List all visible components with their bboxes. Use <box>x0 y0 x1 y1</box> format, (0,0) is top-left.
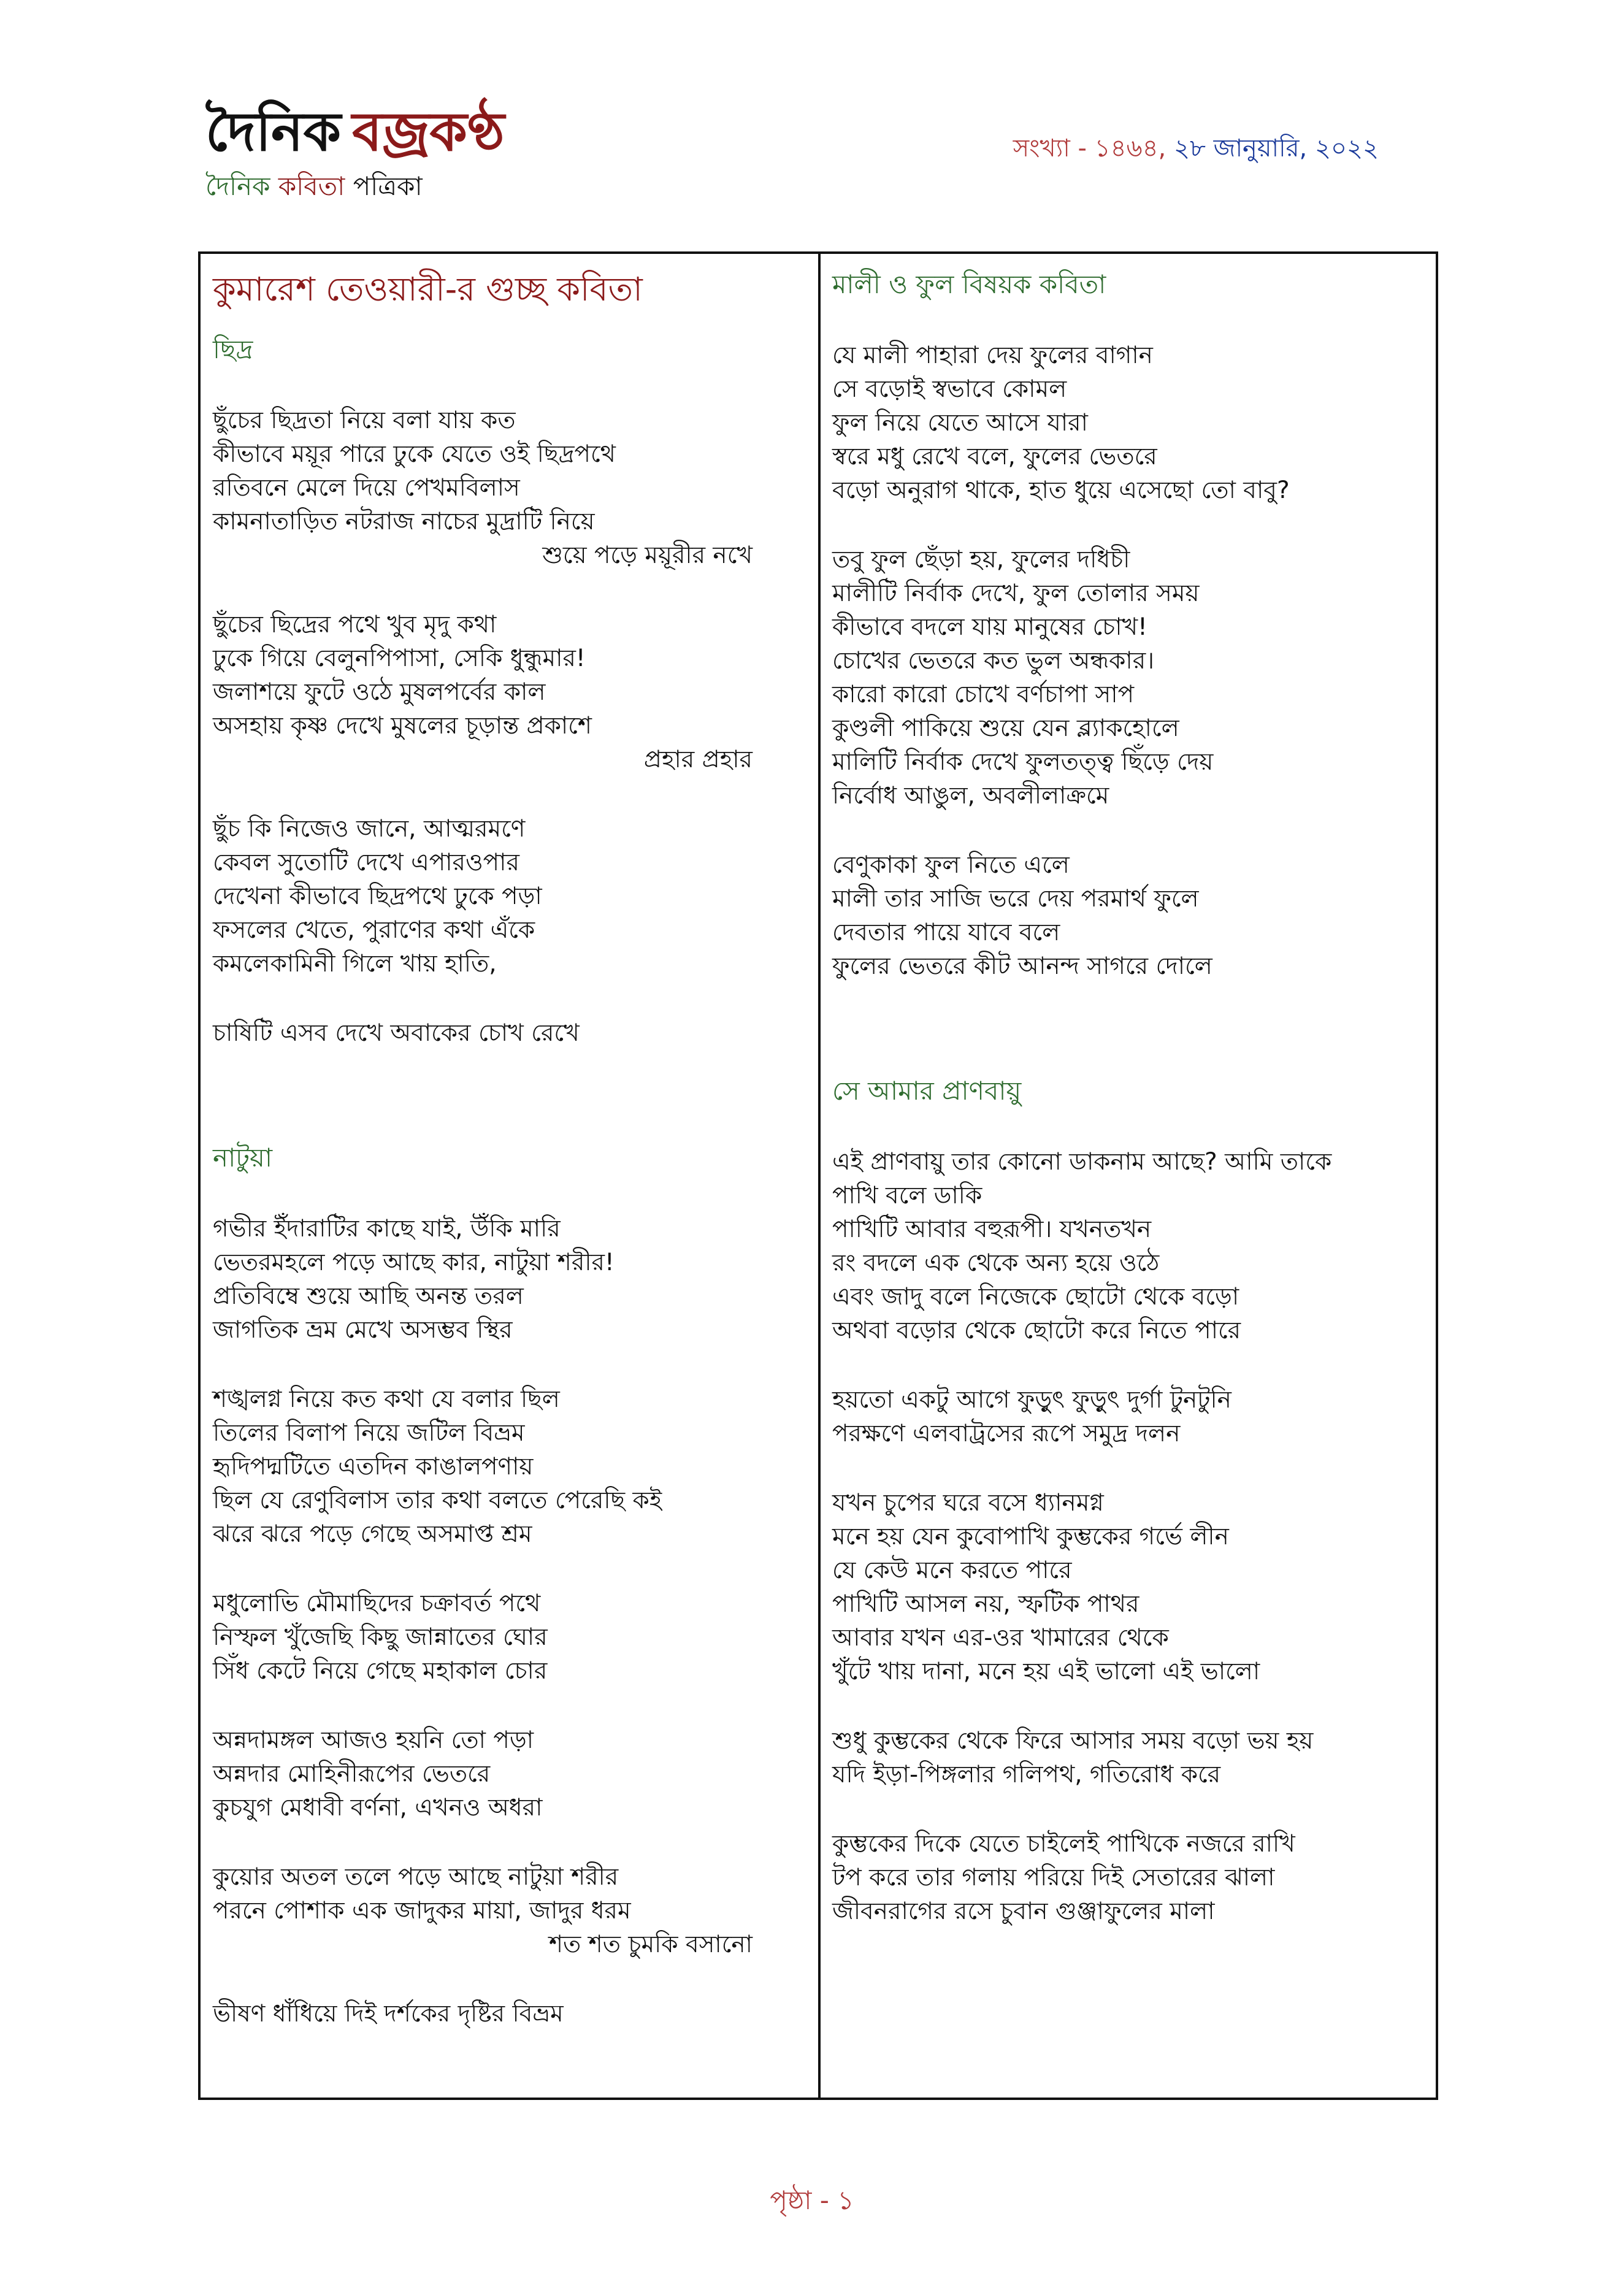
poem-line: হয়তো একটু আগে ফুড়ুৎ ফুড়ুৎ দুর্গা টুনটুনি <box>832 1386 1231 1414</box>
tagline-word-2: কবিতা <box>278 171 345 201</box>
issue-date: ২৮ জানুয়ারি, ২০২২ <box>1173 134 1379 163</box>
poem-line: প্রতিবিম্বে শুয়ে আছি অনন্ত তরল <box>213 1282 524 1310</box>
poem-line: ফসলের খেতে, পুরাণের কথা এঁকে <box>213 916 535 944</box>
poem-line: আবার যখন এর-ওর খামারের থেকে <box>832 1624 1169 1652</box>
poem-line: কীভাবে ময়ূর পারে ঢুকে যেতে ওই ছিদ্রপথে <box>213 440 616 468</box>
poem-title-chhidra: ছিদ্র <box>213 334 253 364</box>
poem-line: জীবনরাগের রসে চুবান গুঞ্জাফুলের মালা <box>832 1898 1215 1925</box>
poem-line: শুধু কুম্ভকের থেকে ফিরে আসার সময় বড়ো ভয় হয় <box>832 1727 1314 1755</box>
poem-line: ছুঁচ কি নিজেও জানে, আত্মরমণে <box>213 815 526 843</box>
poem-line: অন্নদামঙ্গল আজও হয়নি তো পড়া <box>213 1726 534 1754</box>
poem-line: পরনে পোশাক এক জাদুকর মায়া, জাদুর ধরম <box>213 1897 631 1925</box>
poem-line: যদি ইড়া-পিঙ্গলার গলিপথ, গতিরোধ করে <box>832 1761 1221 1788</box>
poem-line: ভেতরমহলে পড়ে আছে কার, নাটুয়া শরীর! <box>213 1249 615 1276</box>
poem-line: ছুঁচের ছিদ্রতা নিয়ে বলা যায় কত <box>213 407 516 434</box>
poem-line: কেবল সুতোটি দেখে এপারওপার <box>213 849 519 876</box>
poem-line: এবং জাদু বলে নিজেকে ছোটো থেকে বড়ো <box>832 1283 1239 1311</box>
poem-line: ভীষণ ধাঁধিয়ে দিই দর্শকের দৃষ্টির বিভ্রম <box>213 2000 564 2028</box>
brand-word-2: বজ্রকণ্ঠ <box>352 100 505 163</box>
poem-line: চোখের ভেতরে কত ভুল অন্ধকার। <box>832 647 1155 675</box>
tagline-word-1: দৈনিক <box>205 171 270 201</box>
tagline-word-3: পত্রিকা <box>353 171 423 201</box>
page-number: পৃষ্ঠা - ১ <box>770 2185 854 2215</box>
poem-line: শঙ্খলগ্ন নিয়ে কত কথা যে বলার ছিল <box>213 1385 560 1413</box>
column-divider <box>818 254 821 2098</box>
issue-number: সংখ্যা - ১৪৬৪, <box>1013 134 1166 163</box>
poem-line: পাখি বলে ডাকি <box>832 1182 982 1209</box>
poem-line: কুচযুগ মেধাবী বর্ণনা, এখনও অধরা <box>213 1794 543 1822</box>
tagline <box>205 169 505 204</box>
poem-line: খুঁটে খায় দানা, মনে হয় এই ভালো এই ভালো <box>832 1658 1260 1685</box>
poem-line: পরক্ষণে এলবাট্রসের রূপে সমুদ্র দলন <box>832 1420 1181 1447</box>
poem-line: ফুলের ভেতরে কীট আনন্দ সাগরে দোলে <box>832 952 1212 980</box>
poem-line: সিঁধ কেটে নিয়ে গেছে মহাকাল চোর <box>213 1657 548 1685</box>
poem-line: মালীটি নির্বাক দেখে, ফুল তোলার সময় <box>832 580 1200 607</box>
poem-line: নিস্ফল খুঁজেছি কিছু জান্নাতের ঘোর <box>213 1623 548 1651</box>
poem-line: ঢুকে গিয়ে বেলুনপিপাসা, সেকি ধুন্ধুমার! <box>213 645 586 672</box>
poem-line: তবু ফুল ছেঁড়া হয়, ফুলের দধিচী <box>832 546 1130 573</box>
poem-line: ফুল নিয়ে যেতে আসে যারা <box>832 409 1088 437</box>
poem-line: অসহায় কৃষ্ণ দেখে মুষলের চূড়ান্ত প্রকাশে <box>213 712 592 740</box>
poem-title-pranbayu: সে আমার প্রাণবায়ু <box>832 1076 1022 1106</box>
poem-line: যে মালী পাহারা দেয় ফুলের বাগান <box>832 342 1153 369</box>
poem-line: ঝরে ঝরে পড়ে গেছে অসমাপ্ত শ্রম <box>213 1520 532 1548</box>
newspaper-title <box>205 98 505 166</box>
poem-line: নির্বোধ আঙুল, অবলীলাক্রমে <box>832 782 1109 810</box>
poem-line: টপ করে তার গলায় পরিয়ে দিই সেতারের ঝালা <box>832 1864 1275 1891</box>
poem-line: স্বরে মধু রেখে বলে, ফুলের ভেতরে <box>832 443 1157 470</box>
poem-line: দেখেনা কীভাবে ছিদ্রপথে ঢুকে পড়া <box>213 883 542 910</box>
poem-line: প্রহার প্রহার <box>643 746 753 773</box>
brand-word-1: দৈনিক <box>205 100 342 163</box>
poem-line: যে কেউ মনে করতে পারে <box>832 1557 1072 1584</box>
poem-line: হৃদিপদ্মটিতে এতদিন কাঙালপণায় <box>213 1453 534 1481</box>
poem-line: কুয়োর অতল তলে পড়ে আছে নাটুয়া শরীর <box>213 1863 619 1891</box>
poem-line: মধুলোভি মৌমাছিদের চক্রাবর্ত পথে <box>213 1590 541 1617</box>
poem-line: কমলেকামিনী গিলে খায় হাতি, <box>213 950 497 978</box>
poem-line: কীভাবে বদলে যায় মানুষের চোখ! <box>832 613 1147 641</box>
poem-line: ছুঁচের ছিদ্রের পথে খুব মৃদু কথা <box>213 611 497 638</box>
poem-line: রতিবনে মেলে দিয়ে পেখমবিলাস <box>213 474 520 502</box>
poem-line: কুম্ভকের দিকে যেতে চাইলেই পাখিকে নজরে রাখি <box>832 1830 1295 1858</box>
poem-line: চাষিটি এসব দেখে অবাকের চোখ রেখে <box>213 1019 580 1047</box>
left-column <box>213 267 802 2031</box>
poem-line: রং বদলে এক থেকে অন্য হয়ে ওঠে <box>832 1249 1160 1277</box>
poem-title-mali-o-phul: মালী ও ফুল বিষয়ক কবিতা <box>832 269 1106 299</box>
poem-line: বেণুকাকা ফুল নিতে এলে <box>832 851 1070 879</box>
poem-line: শুয়ে পড়ে ময়ূরীর নখে <box>542 542 753 569</box>
poem-line: মনে হয় যেন কুবোপাখি কুম্ভকের গর্ভে লীন <box>832 1523 1229 1550</box>
content-frame <box>198 251 1438 2100</box>
poem-line: পাখিটি আসল নয়, স্ফটিক পাথর <box>832 1590 1139 1618</box>
poem-line: কামনাতাড়িত নটরাজ নাচের মুদ্রাটি নিয়ে <box>213 508 595 535</box>
issue-info <box>1013 129 1379 170</box>
right-column <box>832 267 1421 1928</box>
poem-line: শত শত চুমকি বসানো <box>548 1931 753 1958</box>
poem-line: দেবতার পায়ে যাবে বলে <box>832 919 1060 946</box>
collection-title: কুমারেশ তেওয়ারী-র গুচ্ছ কবিতা <box>213 270 643 308</box>
poem-line: জাগতিক ভ্রম মেখে অসম্ভব স্থির <box>213 1316 513 1344</box>
poem-line: তিলের বিলাপ নিয়ে জটিল বিভ্রম <box>213 1419 525 1447</box>
poem-line: অন্নদার মোহিনীরূপের ভেতরে <box>213 1760 491 1788</box>
poem-line: অথবা বড়োর থেকে ছোটো করে নিতে পারে <box>832 1317 1241 1344</box>
poem-line: মালী তার সাজি ভরে দেয় পরমার্থ ফুলে <box>832 885 1199 913</box>
poem-line: এই প্রাণবায়ু তার কোনো ডাকনাম আছে? আমি তাকে <box>832 1148 1332 1176</box>
poem-line: কারো কারো চোখে বর্ণচাপা সাপ <box>832 681 1135 708</box>
poem-line: জলাশয়ে ফুটে ওঠে মুষলপর্বের কাল <box>213 678 546 706</box>
poem-line: কুণ্ডলী পাকিয়ে শুয়ে যেন ব্ল্যাকহোলে <box>832 715 1179 742</box>
poem-title-natuya: নাটুয়া <box>213 1143 273 1173</box>
masthead <box>205 98 505 204</box>
poem-line: ছিল যে রেণুবিলাস তার কথা বলতে পেরেছি কই <box>213 1487 662 1514</box>
poem-line: বড়ো অনুরাগ থাকে, হাত ধুয়ে এসেছো তো বাবু? <box>832 477 1290 504</box>
poem-line: যখন চুপের ঘরে বসে ধ্যানমগ্ন <box>832 1489 1104 1517</box>
poem-line: সে বড়োই স্বভাবে কোমল <box>832 375 1067 403</box>
poem-line: মালিটি নির্বাক দেখে ফুলতত্ত্ব ছিঁড়ে দেয় <box>832 748 1214 776</box>
poem-line: গভীর ইঁদারাটির কাছে যাই, উঁকি মারি <box>213 1215 561 1243</box>
poem-line: পাখিটি আবার বহুরূপী। যখনতখন <box>832 1216 1152 1243</box>
